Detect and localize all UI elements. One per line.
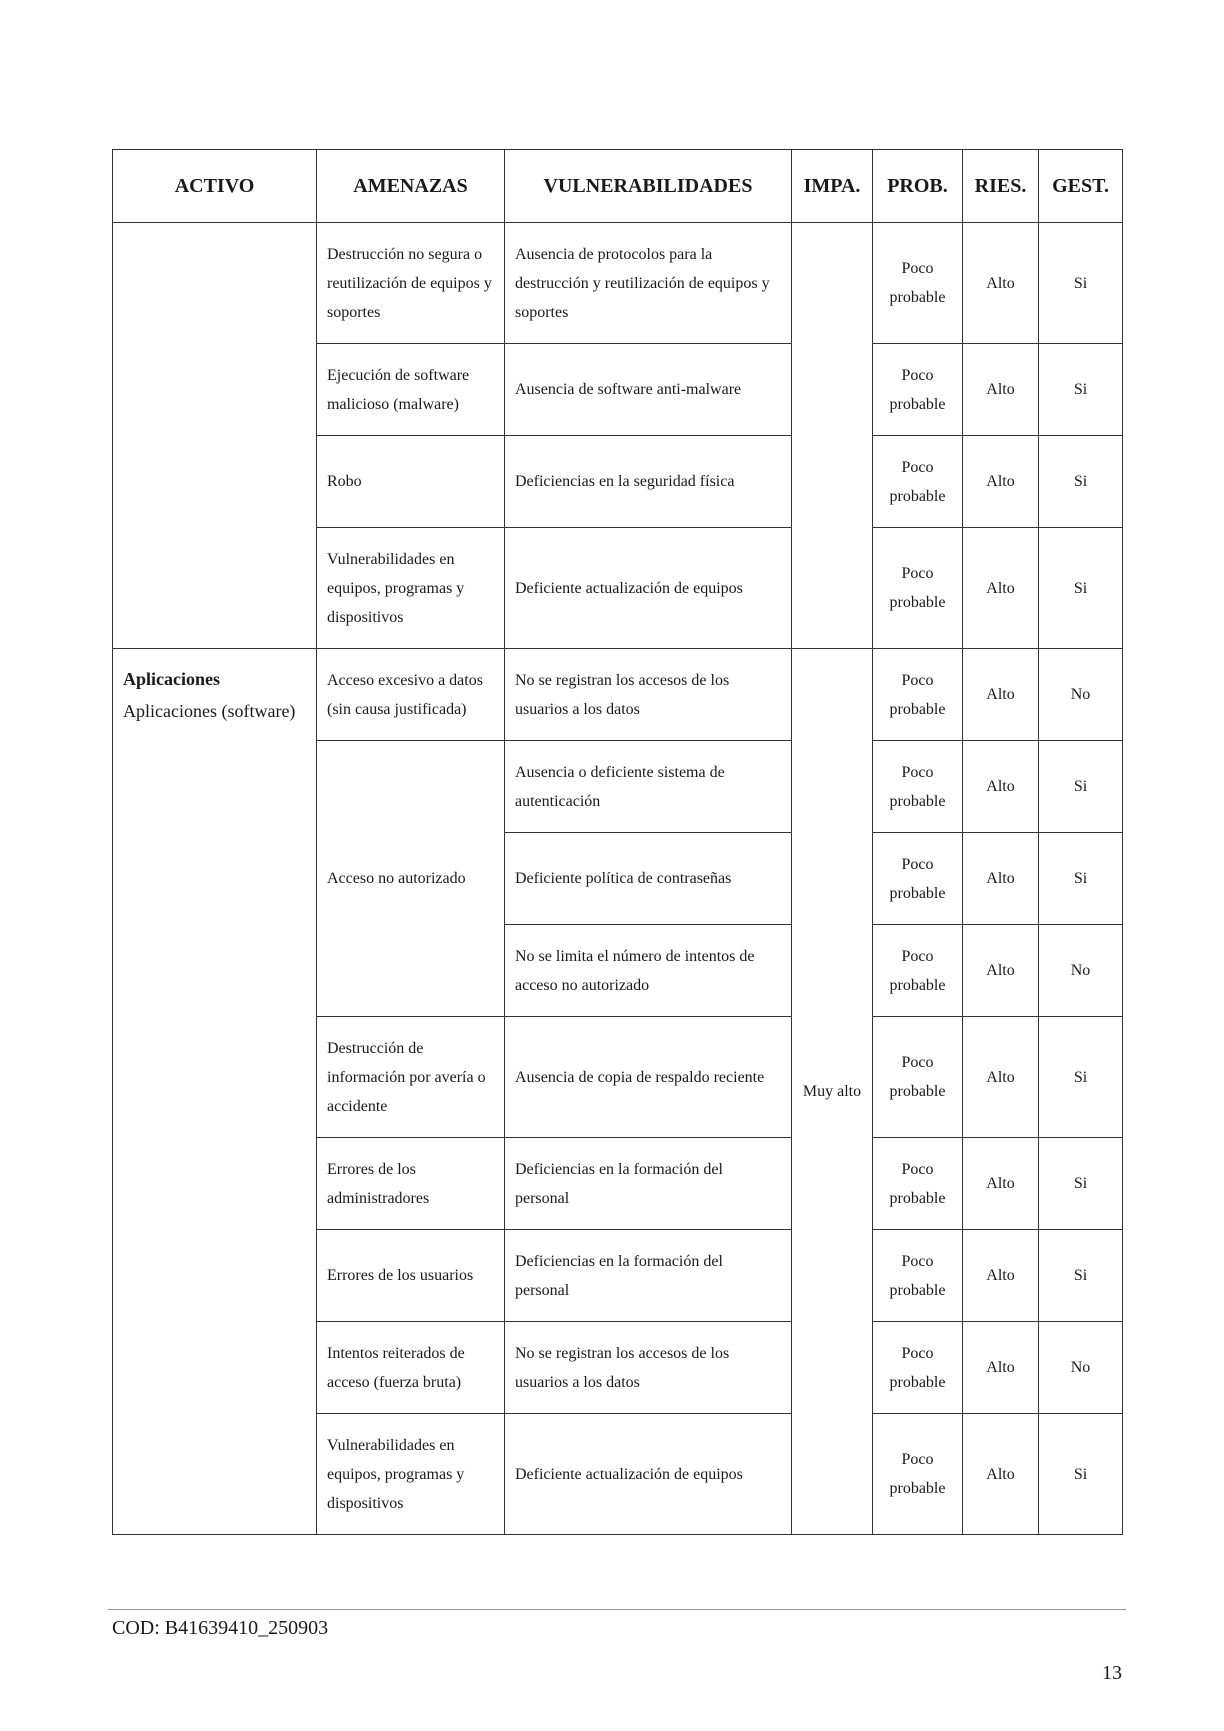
probabilidad-cell: Poco probable [873, 1017, 963, 1138]
riesgo-cell: Alto [963, 223, 1039, 344]
risk-table [112, 149, 1123, 1535]
riesgo-cell: Alto [963, 344, 1039, 436]
gestion-cell: No [1039, 649, 1123, 741]
gestion-cell: No [1039, 1322, 1123, 1414]
amenaza-cell: Robo [317, 436, 505, 528]
header-riesgo: RIES. [963, 150, 1039, 223]
probabilidad-cell: Poco probable [873, 1138, 963, 1230]
riesgo-cell: Alto [963, 1138, 1039, 1230]
amenaza-cell: Destrucción no segura o reutilización de equipos y soportes [317, 223, 505, 344]
header-probabilidad: PROB. [873, 150, 963, 223]
vulnerabilidad-cell: No se registran los accesos de los usuarios a los datos [505, 649, 792, 741]
probabilidad-cell: Poco probable [873, 741, 963, 833]
probabilidad-cell: Poco probable [873, 528, 963, 649]
gestion-cell: Si [1039, 436, 1123, 528]
riesgo-cell: Alto [963, 925, 1039, 1017]
probabilidad-cell: Poco probable [873, 436, 963, 528]
riesgo-cell: Alto [963, 528, 1039, 649]
header-amenazas: AMENAZAS [317, 150, 505, 223]
vulnerabilidad-cell: Deficiente actualización de equipos [505, 528, 792, 649]
activo-title: Aplicaciones [123, 669, 220, 689]
gestion-cell: No [1039, 925, 1123, 1017]
amenaza-cell: Destrucción de información por avería o accidente [317, 1017, 505, 1138]
amenaza-cell: Acceso excesivo a datos (sin causa justificada) [317, 649, 505, 741]
amenaza-cell: Vulnerabilidades en equipos, programas y dispositivos [317, 1414, 505, 1535]
vulnerabilidad-cell: No se limita el número de intentos de acceso no autorizado [505, 925, 792, 1017]
table-row [113, 223, 1123, 344]
activo-cell-empty [113, 223, 317, 649]
riesgo-cell: Alto [963, 1414, 1039, 1535]
header-gestion: GEST. [1039, 150, 1123, 223]
probabilidad-cell: Poco probable [873, 1322, 963, 1414]
vulnerabilidad-cell: Deficiencias en la formación del personal [505, 1138, 792, 1230]
vulnerabilidad-cell: Ausencia de software anti-malware [505, 344, 792, 436]
gestion-cell: Si [1039, 1414, 1123, 1535]
riesgo-cell: Alto [963, 1017, 1039, 1138]
gestion-cell: Si [1039, 1230, 1123, 1322]
vulnerabilidad-cell: Deficiencias en la seguridad física [505, 436, 792, 528]
gestion-cell: Si [1039, 833, 1123, 925]
amenaza-cell: Ejecución de software malicioso (malware) [317, 344, 505, 436]
probabilidad-cell: Poco probable [873, 833, 963, 925]
amenaza-cell: Errores de los administradores [317, 1138, 505, 1230]
gestion-cell: Si [1039, 528, 1123, 649]
probabilidad-cell: Poco probable [873, 344, 963, 436]
probabilidad-cell: Poco probable [873, 925, 963, 1017]
riesgo-cell: Alto [963, 1322, 1039, 1414]
gestion-cell: Si [1039, 741, 1123, 833]
riesgo-cell: Alto [963, 436, 1039, 528]
gestion-cell: Si [1039, 1138, 1123, 1230]
activo-subtitle: Aplicaciones (software) [123, 701, 296, 721]
gestion-cell: Si [1039, 1017, 1123, 1138]
vulnerabilidad-cell: Ausencia de protocolos para la destrucción y reutilización de equipos y soportes [505, 223, 792, 344]
impacto-cell-empty [792, 223, 873, 649]
vulnerabilidad-cell: Ausencia o deficiente sistema de autenticación [505, 741, 792, 833]
impacto-cell: Muy alto [792, 649, 873, 1535]
vulnerabilidad-cell: No se registran los accesos de los usuarios a los datos [505, 1322, 792, 1414]
amenaza-cell: Errores de los usuarios [317, 1230, 505, 1322]
header-activo: ACTIVO [113, 150, 317, 223]
probabilidad-cell: Poco probable [873, 223, 963, 344]
header-vulnerabilidades: VULNERABILIDADES [505, 150, 792, 223]
riesgo-cell: Alto [963, 1230, 1039, 1322]
footer-code: COD: B41639410_250903 [112, 1617, 329, 1639]
page-number: 13 [1102, 1662, 1122, 1684]
table-row [113, 649, 1123, 741]
riesgo-cell: Alto [963, 741, 1039, 833]
amenaza-cell: Intentos reiterados de acceso (fuerza bruta) [317, 1322, 505, 1414]
riesgo-cell: Alto [963, 649, 1039, 741]
vulnerabilidad-cell: Deficiente política de contraseñas [505, 833, 792, 925]
header-impacto: IMPA. [792, 150, 873, 223]
vulnerabilidad-cell: Deficiencias en la formación del personal [505, 1230, 792, 1322]
probabilidad-cell: Poco probable [873, 1230, 963, 1322]
vulnerabilidad-cell: Ausencia de copia de respaldo reciente [505, 1017, 792, 1138]
probabilidad-cell: Poco probable [873, 1414, 963, 1535]
gestion-cell: Si [1039, 223, 1123, 344]
amenaza-cell: Vulnerabilidades en equipos, programas y dispositivos [317, 528, 505, 649]
vulnerabilidad-cell: Deficiente actualización de equipos [505, 1414, 792, 1535]
riesgo-cell: Alto [963, 833, 1039, 925]
table-header-row [113, 150, 1123, 223]
gestion-cell: Si [1039, 344, 1123, 436]
probabilidad-cell: Poco probable [873, 649, 963, 741]
amenaza-cell: Acceso no autorizado [317, 741, 505, 1017]
activo-cell [113, 649, 317, 1535]
footer-divider [108, 1609, 1126, 1610]
